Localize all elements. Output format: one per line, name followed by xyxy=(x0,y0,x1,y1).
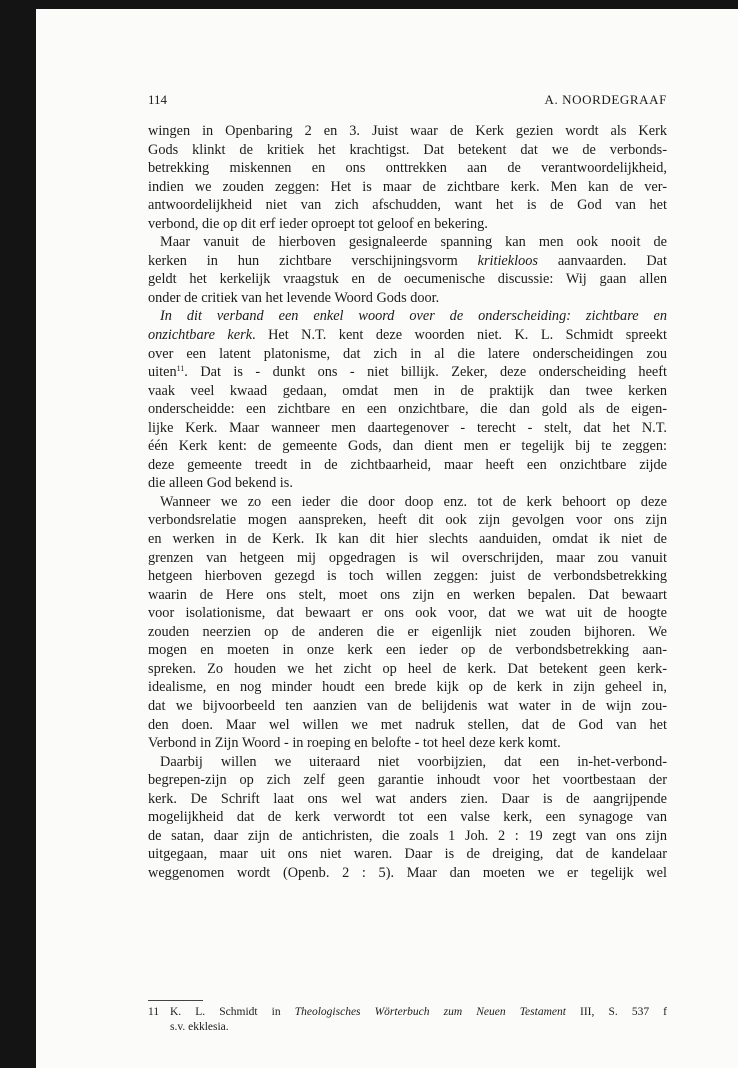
italic-text: Theologisches Wörterbuch zum Neuen Testament xyxy=(294,1006,566,1018)
text-run: over een latent platonisme, dat zich in al die latere onderscheidingen zou xyxy=(148,345,667,362)
page-number: 114 xyxy=(148,92,168,107)
text-line xyxy=(148,363,667,382)
text-run: s.v. ekklesia. xyxy=(170,1021,229,1033)
text-run: mogen en moeten in onze kerk een ieder op de verbondsbetrekking aan- xyxy=(148,642,667,659)
text-line xyxy=(148,400,667,419)
text-run: begrepen-zijn op zich zelf geen garantie inhoudt voor het voortbestaan der xyxy=(148,772,667,789)
text-line xyxy=(148,270,667,289)
text-line xyxy=(170,1020,667,1035)
text-run: III, S. 537 f xyxy=(565,1006,667,1018)
body-text xyxy=(148,122,667,882)
text-run: Gods klinkt de kritiek het krachtigst. Dat betekent dat we de verbonds- xyxy=(148,141,667,158)
text-run: zouden neerzien op de anderen die er eigenlijk niet zouden bijhoren. We xyxy=(148,623,667,640)
text-run: uiten xyxy=(148,364,177,381)
running-head-author: A. NOORDEGRAAF xyxy=(544,92,667,107)
text-line xyxy=(148,307,667,326)
text-line xyxy=(148,604,667,623)
text-line xyxy=(148,808,667,827)
text-line xyxy=(148,493,667,512)
text-line xyxy=(148,827,667,846)
text-run: . Het N.T. kent deze woorden niet. K. L. Schmidt spreekt xyxy=(252,327,668,344)
text-run: K. L. Schmidt in xyxy=(170,1006,295,1018)
text-run: lijke Kerk. Maar wanneer men daartegenover - terecht - stelt, dat het N.T. xyxy=(148,419,667,436)
text-line xyxy=(148,845,667,864)
text-line xyxy=(148,734,667,753)
text-run: spreken. Zo houden we het zicht op heel de kerk. Dat betekent geen kerk- xyxy=(148,660,667,677)
text-run: vaak veel kwaad gedaan, omdat men in de praktijk dan twee kerken xyxy=(148,382,667,399)
text-run: weggenomen wordt (Openb. 2 : 5). Maar dan moeten we er tegelijk wel xyxy=(148,864,667,881)
text-run: uitgegaan, maar uit ons niet waren. Daar is de dreiging, dat de kandelaar xyxy=(148,846,667,863)
text-run: Maar vanuit de hierboven gesignaleerde spanning kan men ook nooit de xyxy=(160,234,667,251)
text-run: en werken in de Kerk. Ik kan dit hier slechts aanduiden, omdat ik niet de xyxy=(148,531,667,548)
text-line xyxy=(148,678,667,697)
scan-border-top xyxy=(0,0,738,9)
text-line xyxy=(170,1005,667,1020)
text-run: kerk. De Schrift laat ons wel wat anders zien. Daar is de aangrijpende xyxy=(148,790,667,807)
text-run: verbond, die op dit erf ieder oproept tot geloof en bekering. xyxy=(148,215,488,232)
text-line xyxy=(148,586,667,605)
text-line xyxy=(148,567,667,586)
text-line xyxy=(148,753,667,772)
text-line xyxy=(148,790,667,809)
text-run: Wanneer we zo een ieder die door doop enz. tot de kerk behoort op deze xyxy=(160,493,667,510)
text-run: onderscheidde: een zichtbare en een onzichtbare, die dan gold als de eigen- xyxy=(148,401,667,418)
text-line xyxy=(148,215,667,234)
text-line xyxy=(148,530,667,549)
text-run: kerken in hun zichtbare verschijningsvorm xyxy=(148,252,478,269)
italic-text: onzichtbare kerk xyxy=(148,327,253,344)
running-header xyxy=(148,92,667,110)
footnote-number: 11 xyxy=(148,1006,160,1018)
text-line xyxy=(148,233,667,252)
footnote-ref: 11 xyxy=(176,364,185,374)
text-line xyxy=(148,697,667,716)
text-run: voor isolationisme, dat bewaart er ons ook voor, dat we wat uit de hoogte xyxy=(148,605,667,622)
text-line xyxy=(148,326,667,345)
footnote-rule xyxy=(148,1000,203,1001)
text-line xyxy=(148,864,667,883)
text-line xyxy=(148,345,667,364)
text-run: dat we bijvoorbeeld ten aanzien van de belijdenis wat water in de wijn zou- xyxy=(148,697,667,714)
text-line xyxy=(148,474,667,493)
italic-text: kritiekloos xyxy=(477,252,538,269)
text-line xyxy=(148,716,667,735)
text-run: hetgeen hierboven gezegd is toch willen zeggen: juist de verbondsbetrekking xyxy=(148,568,667,585)
text-run: . Dat is - dunkt ons - niet billijk. Zeker, deze onderscheiding heeft xyxy=(184,364,667,381)
text-run: idealisme, en nog minder houdt een brede kijk op de kerk in zijn geheel in, xyxy=(148,679,667,696)
text-run: deze gemeente treedt in de zichtbaarheid, maar heeft een onzichtbare zijde xyxy=(148,456,667,473)
text-run: geldt het kerkelijk vraagstuk en de oecumenische discussie: Wij gaan allen xyxy=(148,271,667,288)
text-run: indien we zouden zeggen: Het is maar de zichtbare kerk. Men kan de ver- xyxy=(148,178,667,195)
text-run: Daarbij willen we uiteraard niet voorbijzien, dat een in-het-verbond- xyxy=(160,753,667,770)
text-line xyxy=(148,382,667,401)
text-line xyxy=(148,122,667,141)
text-run: de satan, daar zijn de antichristen, die zoals 1 Joh. 2 : 19 zegt van ons zijn xyxy=(148,827,667,844)
text-run: die alleen God bekend is. xyxy=(148,475,293,492)
text-run: waarin de Here ons stelt, moet ons zijn en werken bepalen. Dat bewaart xyxy=(148,586,667,603)
text-line xyxy=(148,623,667,642)
text-run: één Kerk kent: de gemeente Gods, dan dient men er tegelijk bij te zeggen: xyxy=(148,438,667,455)
text-run: mogelijkheid dat de kerk verwordt tot een valse kerk, een synagoge van xyxy=(148,809,667,826)
text-line xyxy=(148,141,667,160)
text-line xyxy=(148,549,667,568)
text-line xyxy=(148,159,667,178)
text-run: grenzen van hetgeen mij opgedragen is wil overschrijden, maar zou vanuit xyxy=(148,549,667,566)
text-run: antwoordelijkheid niet van zich afschudden, want het is de God van het xyxy=(148,197,667,214)
text-run: verbondsrelatie mogen aanspreken, heeft dit ook zijn gevolgen voor ons zijn xyxy=(148,512,667,529)
text-run: betrekking miskennen en ons onttrekken aan de verantwoordelijkheid, xyxy=(148,160,667,177)
text-line xyxy=(148,252,667,271)
text-line xyxy=(148,437,667,456)
text-run: Verbond in Zijn Woord - in roeping en belofte - tot heel deze kerk komt. xyxy=(148,735,561,752)
text-line xyxy=(148,419,667,438)
text-run: aanvaarden. Dat xyxy=(537,252,668,269)
text-line xyxy=(148,641,667,660)
text-line xyxy=(148,289,667,308)
scan-border-left xyxy=(0,0,36,1068)
italic-text: In dit verband een enkel woord over de onderscheiding: zichtbare en xyxy=(160,308,667,325)
text-line xyxy=(148,660,667,679)
text-run: wingen in Openbaring 2 en 3. Juist waar de Kerk gezien wordt als Kerk xyxy=(148,123,667,139)
text-run: onder de critiek van het levende Woord Gods door. xyxy=(148,289,440,306)
footnote-text xyxy=(170,1005,667,1035)
text-run: den doen. Maar wel willen we met nadruk stellen, dat de God van het xyxy=(148,716,667,733)
text-line xyxy=(148,511,667,530)
text-line xyxy=(148,771,667,790)
text-line xyxy=(148,456,667,475)
text-line xyxy=(148,178,667,197)
text-line xyxy=(148,196,667,215)
